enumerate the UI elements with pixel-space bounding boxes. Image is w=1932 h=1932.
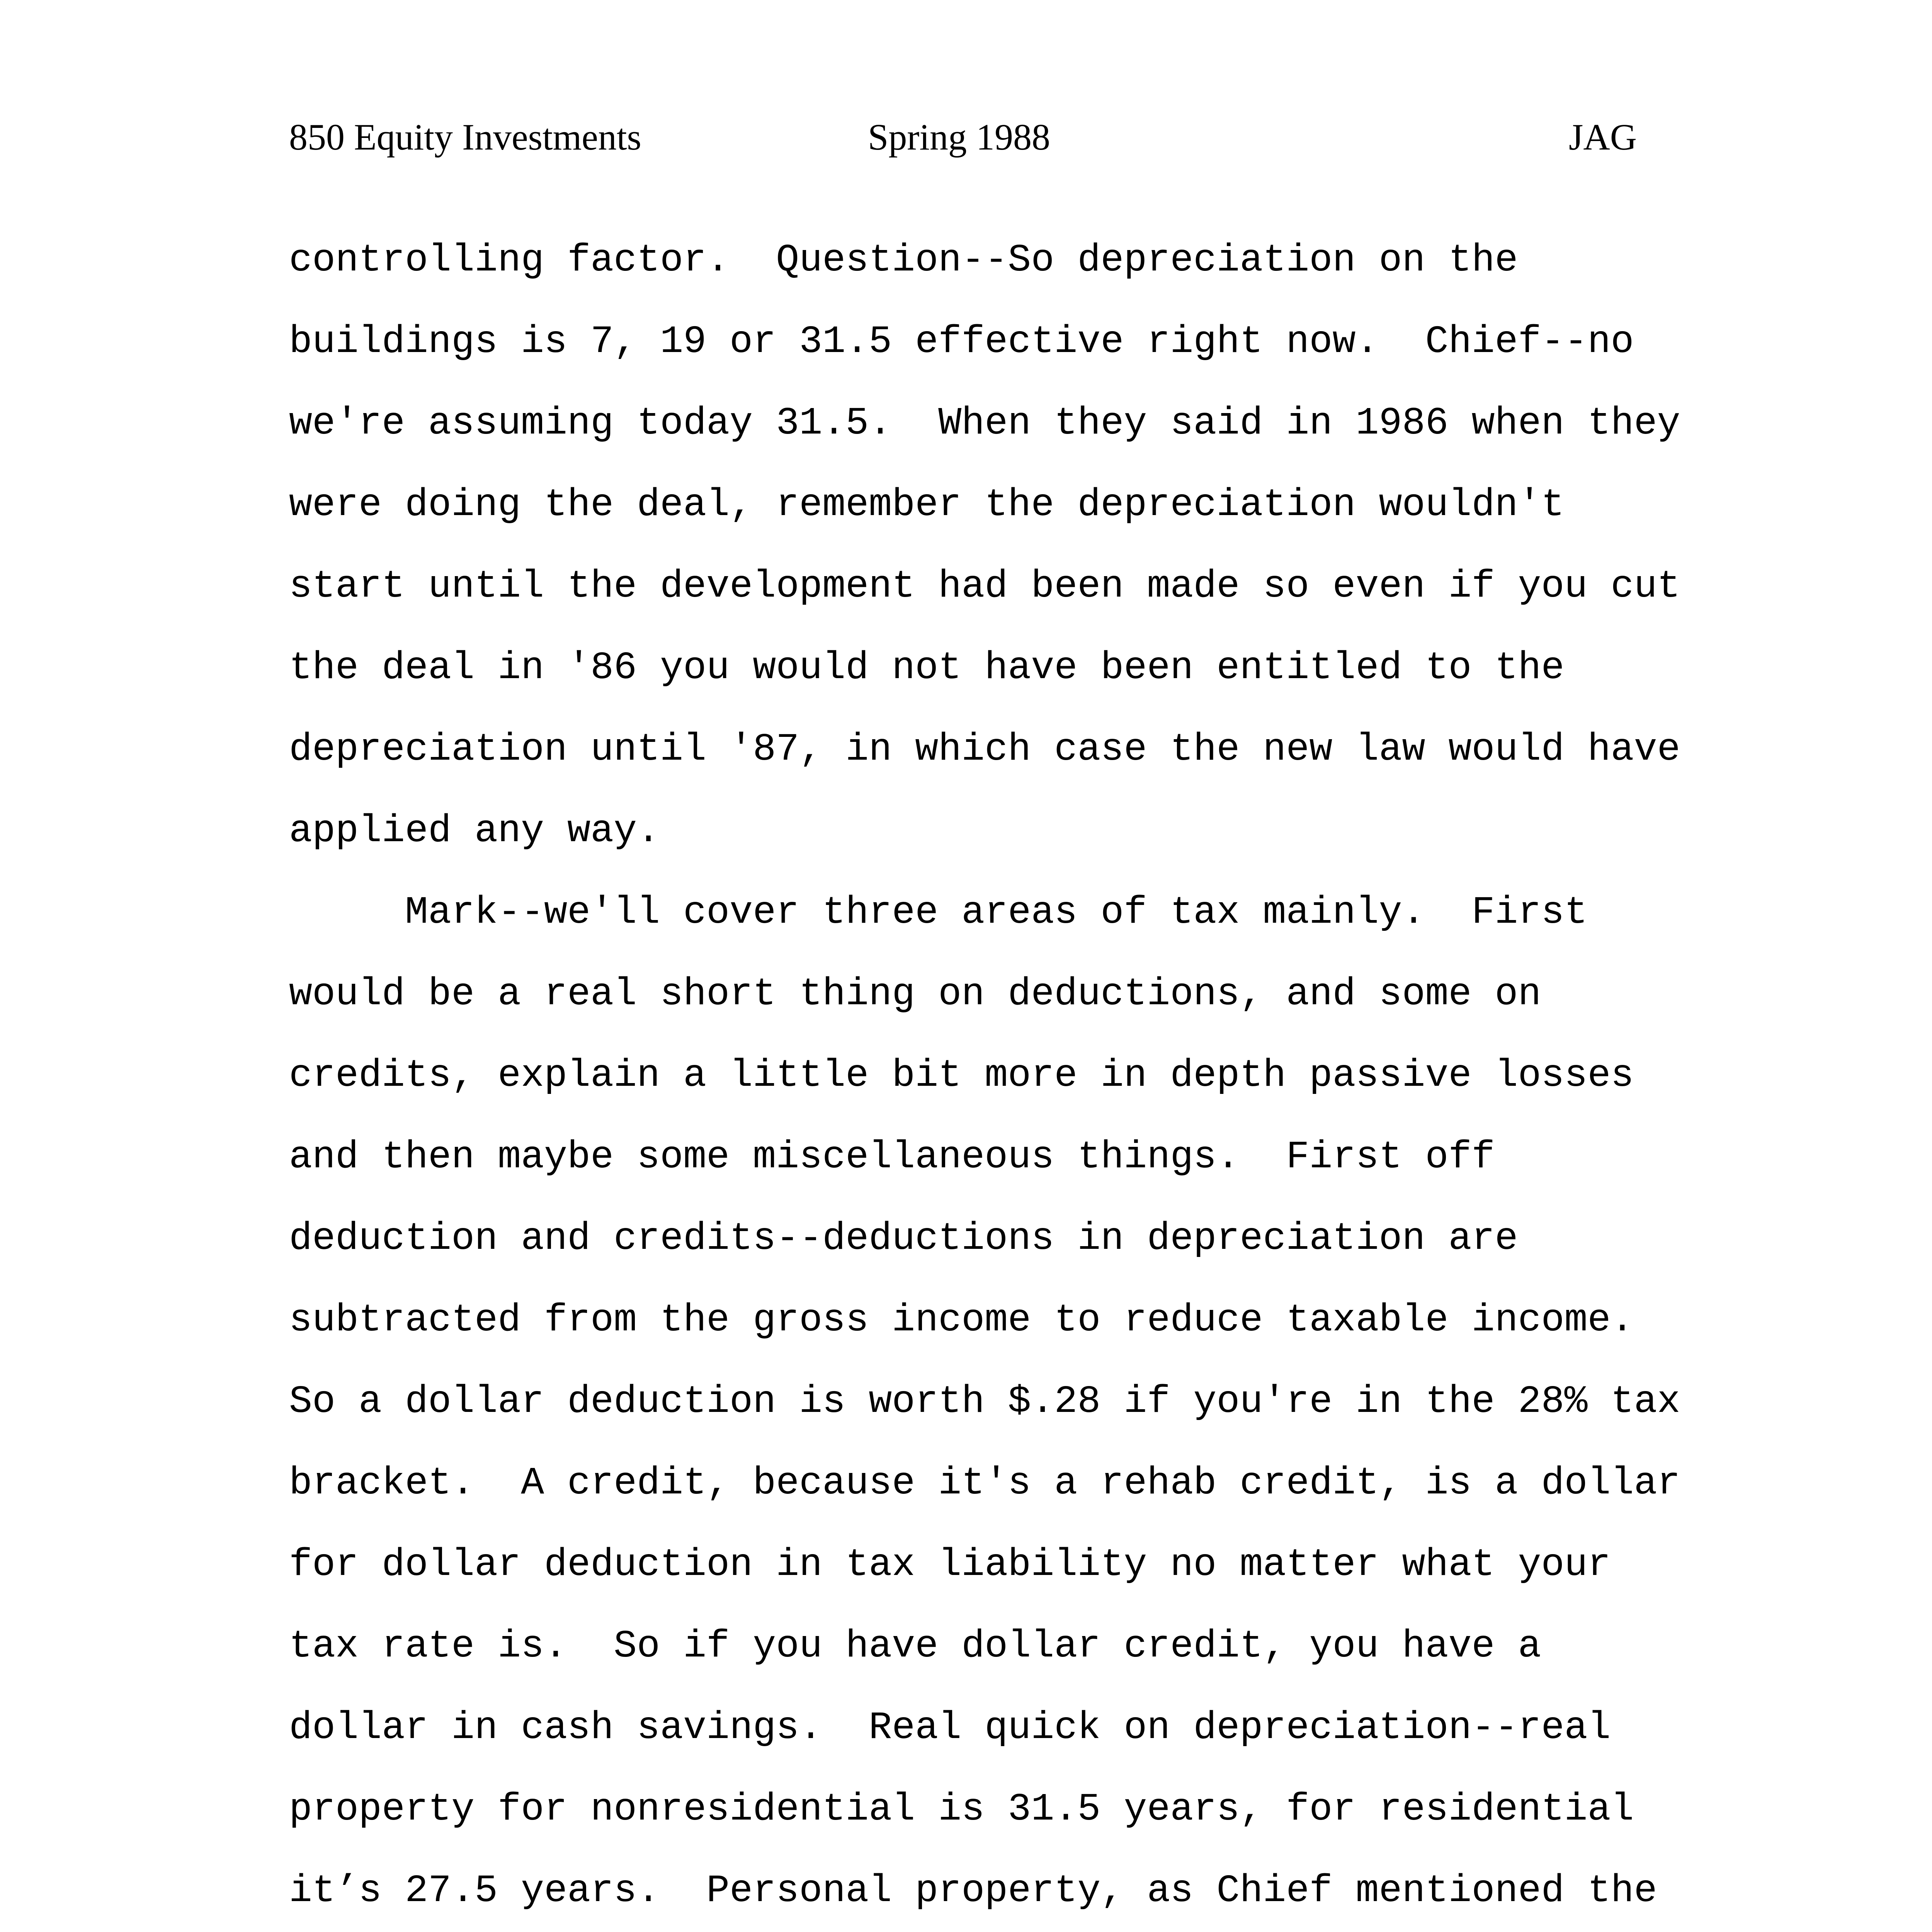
body-line: depreciation until '87, in which case the new law would have: [289, 728, 1680, 772]
body-line: bracket. A credit, because it's a rehab credit, is a dollar: [289, 1462, 1680, 1505]
body-line: credits, explain a little bit more in depth passive losses: [289, 1054, 1634, 1098]
body-line: dollar in cash savings. Real quick on depreciation--real: [289, 1706, 1611, 1750]
body-line: it’s 27.5 years. Personal property, as Chief mentioned the: [289, 1869, 1657, 1913]
body-line: applied any way.: [289, 810, 660, 853]
body-line: controlling factor. Question--So depreciation on the: [289, 239, 1518, 282]
body-line: buildings is 7, 19 or 31.5 effective right now. Chief--no: [289, 320, 1634, 364]
body-line: deduction and credits--deductions in depreciation are: [289, 1217, 1518, 1261]
body-line: Mark--we'll cover three areas of tax mainly. First: [289, 891, 1588, 935]
body-line: property for nonresidential is 31.5 years, for residential: [289, 1788, 1634, 1832]
header-course: 850 Equity Investments: [289, 116, 641, 158]
body-line: start until the development had been made so even if you cut: [289, 565, 1680, 609]
body-line: subtracted from the gross income to reduce taxable income.: [289, 1299, 1634, 1342]
header-term: Spring 1988: [868, 116, 1051, 158]
header-initials: JAG: [1569, 116, 1637, 158]
body-line: were doing the deal, remember the depreciation wouldn't: [289, 483, 1565, 527]
body-line: So a dollar deduction is worth $.28 if you're in the 28% tax: [289, 1380, 1680, 1424]
body-line: for dollar deduction in tax liability no matter what your: [289, 1543, 1611, 1587]
body-line: tax rate is. So if you have dollar credit, you have a: [289, 1625, 1541, 1668]
body-line: and then maybe some miscellaneous things. First off: [289, 1136, 1495, 1179]
body-line: would be a real short thing on deductions, and some on: [289, 973, 1541, 1016]
body-line: the deal in '86 you would not have been entitled to the: [289, 646, 1565, 690]
body-line: we're assuming today 31.5. When they said in 1986 when they: [289, 402, 1680, 446]
